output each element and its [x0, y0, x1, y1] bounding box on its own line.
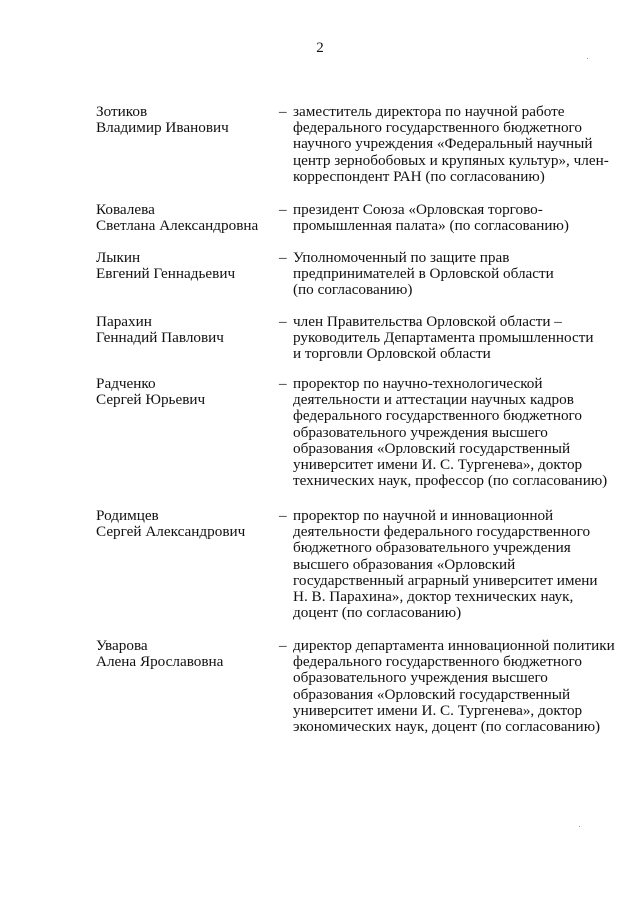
member-name: Радченко Сергей Юрьевич [96, 375, 206, 409]
dash: – [279, 249, 287, 266]
dash: – [279, 375, 287, 392]
member-position: проректор по научно-технологической деятельности и аттестации научных кадров федерального государственного бюджетного образовательного учреждения высшего образования «Орловский государственный университет имени И. С. Тургенева», доктор технических наук, профессор (по согласованию) [293, 375, 608, 490]
member-name: Родимцев Сергей Александрович [96, 507, 246, 541]
dash: – [279, 201, 287, 218]
member-name: Ковалева Светлана Александровна [96, 201, 259, 235]
dash: – [279, 507, 287, 524]
member-position: проректор по научной и инновационной деятельности федерального государственного бюджетного образовательного учреждения высшего образования «Орловский государственный аграрный университет имени Н. В. Парахина», доктор технических наук, доцент (по согласованию) [293, 507, 598, 622]
member-name: Уварова Алена Ярославовна [96, 637, 224, 671]
member-position: член Правительства Орловской области – руководитель Департамента промышленности и торговли Орловской области [293, 313, 594, 363]
dash: – [279, 103, 287, 120]
member-position: президент Союза «Орловская торгово- промышленная палата» (по согласованию) [293, 201, 569, 235]
scan-speck [587, 58, 588, 59]
member-name: Парахин Геннадий Павлович [96, 313, 224, 347]
dash: – [279, 313, 287, 330]
dash: – [279, 637, 287, 654]
member-position: директор департамента инновационной политики федерального государственного бюджетного образовательного учреждения высшего образования «Орловский государственный университет имени И. С. Тургенева», доктор экономических наук, доцент (по согласованию) [293, 637, 615, 736]
member-name: Лыкин Евгений Геннадьевич [96, 249, 236, 283]
member-position: заместитель директора по научной работе федерального государственного бюджетного научного учреждения «Федеральный научный центр зернобобовых и крупяных культур», член- корреспондент РАН (по согласованию) [293, 103, 609, 185]
member-position: Уполномоченный по защите прав предпринимателей в Орловской области (по согласованию) [293, 249, 554, 299]
scan-speck [579, 826, 580, 827]
page-number: 2 [316, 40, 324, 56]
member-name: Зотиков Владимир Иванович [96, 103, 229, 137]
